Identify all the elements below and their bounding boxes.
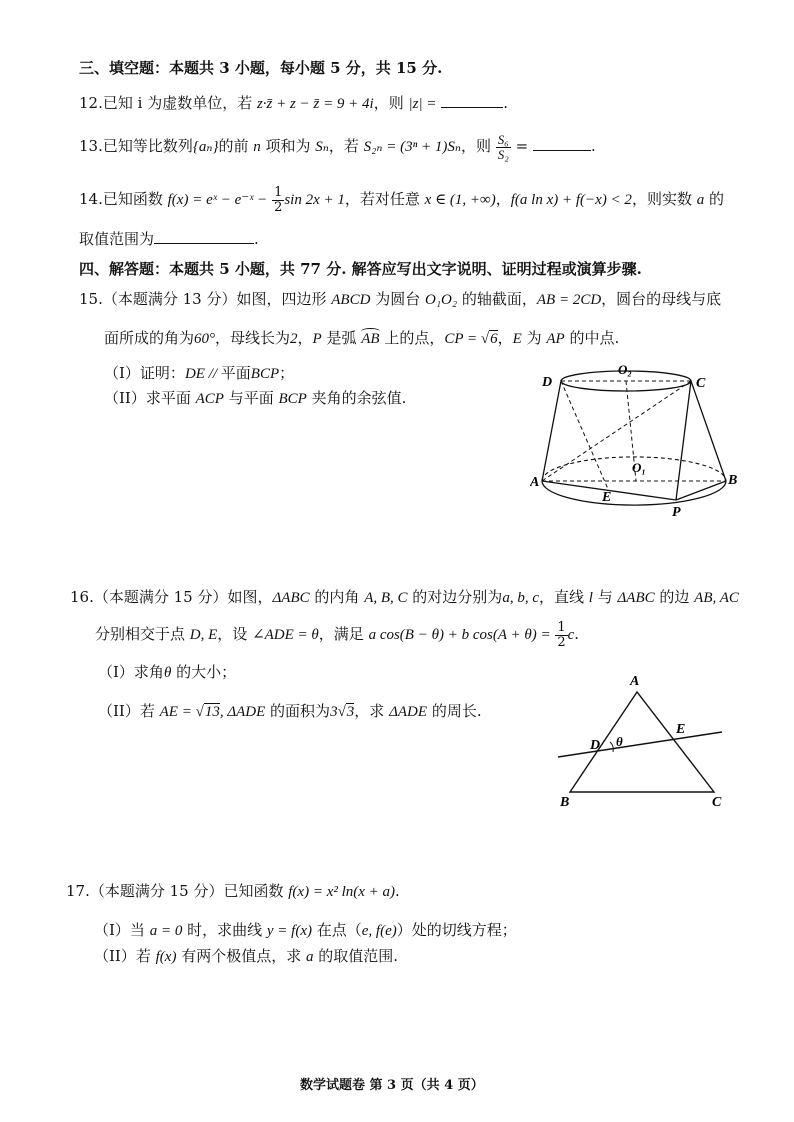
- q17-p1-end: ）处的切线方程；: [396, 921, 517, 939]
- q15-arc-text: AB: [361, 331, 380, 347]
- q15-text: 的中点.: [564, 329, 620, 347]
- q16-frac-den: 2: [557, 634, 566, 650]
- q17-expr: f(x) = x² ln(x + a): [288, 884, 396, 900]
- q14-ineq: f(a ln x) + f(−x) < 2: [510, 192, 632, 209]
- question-15-part-2: [104, 387, 406, 408]
- q15-text: ，圆台的母线与底: [601, 290, 722, 308]
- segment-ca: [542, 381, 691, 481]
- q17-head: （本题满分 15 分）: [89, 882, 224, 900]
- q16-frac-num: 1: [557, 620, 566, 635]
- q13-end: .: [590, 137, 596, 156]
- q14-end: .: [254, 230, 259, 248]
- label-d: D: [590, 738, 601, 753]
- q16-text: 的面积为: [265, 702, 331, 720]
- q15-ap: AP: [546, 331, 565, 347]
- q13-sn: Sₙ: [315, 139, 329, 156]
- q16-text: 如图，: [227, 588, 273, 606]
- q16-angles: A, B, C: [364, 590, 408, 606]
- q14-frac-den: 2: [274, 199, 283, 215]
- q14-number: 14.: [79, 190, 103, 209]
- question-17-part-1: [94, 919, 517, 940]
- q17-text: 时，求曲线: [182, 921, 267, 939]
- q15-p1-bcp: BCP: [250, 366, 280, 382]
- q12-expr: z·z̄ + z − z̄ = 9 + 4i: [256, 96, 374, 112]
- q13-expr: S₂ₙ = (3ⁿ + 1)Sₙ: [363, 139, 461, 156]
- triangle-figure: [550, 672, 740, 814]
- q15-p1-plane: 平面: [220, 364, 251, 382]
- q16-head: （本题满分 15 分）: [93, 588, 228, 606]
- q15-arc: [361, 331, 379, 347]
- segment-cp: [676, 381, 691, 500]
- question-14-line-2: [79, 228, 259, 249]
- q16-sqrt13-value: 13: [204, 704, 220, 720]
- q14-expr-a: f(x) = eˣ − e⁻ˣ −: [167, 192, 268, 209]
- q16-number: 16.: [70, 588, 94, 606]
- q17-text: 已知函数: [223, 882, 289, 900]
- q13-eq: =: [515, 137, 529, 156]
- q15-angle: 60°: [194, 331, 216, 347]
- q14-answer-blank[interactable]: [154, 242, 254, 244]
- generatrix-right: [691, 381, 726, 481]
- q16-ade-tri2: ΔADE: [389, 704, 428, 720]
- q15-ab-eq: AB = 2CD: [536, 292, 602, 308]
- q16-text: ，满足: [318, 625, 369, 644]
- q16-text: ，设: [217, 625, 253, 644]
- question-13: [79, 133, 596, 161]
- q13-text-b: 的前: [218, 137, 254, 156]
- q14-text-d: ，则实数: [631, 190, 697, 209]
- q16-sqrt13: √13: [195, 704, 220, 720]
- q13-frac-num: S₆: [497, 132, 509, 147]
- q16-de: D, E: [189, 627, 218, 644]
- q15-p2-acp: ACP: [195, 391, 224, 407]
- q15-text: 为: [521, 329, 547, 347]
- q16-text: ，直线: [538, 588, 589, 606]
- q16-fraction: [555, 621, 567, 649]
- q17-p1-label: （I）当: [94, 921, 150, 939]
- q16-ade-tri: ΔADE: [227, 704, 266, 720]
- q17-p2-label: （II）若: [94, 947, 156, 965]
- q15-text: 是弧: [321, 329, 362, 347]
- q16-p2-label: （II）若: [98, 702, 160, 720]
- q13-seq: {aₙ}: [192, 139, 219, 156]
- q16-p1-label: （I）求角: [98, 663, 164, 681]
- q13-n: n: [253, 139, 261, 156]
- q15-sqrt6-value: 6: [490, 331, 498, 347]
- q16-text: 的对边分别为: [407, 588, 503, 606]
- q16-theta: θ: [163, 665, 172, 681]
- question-14: [79, 186, 724, 214]
- page-footer: 数学试题卷 第 3 页（共 4 页）: [300, 1078, 484, 1093]
- q15-len: 2: [290, 331, 298, 347]
- q17-text: 在点（: [311, 921, 362, 939]
- q17-point: e, f(e): [361, 923, 397, 939]
- q17-text: 有两个极值点，求: [176, 947, 306, 965]
- q15-o1o2: O₁O₂: [424, 292, 458, 308]
- label-c: C: [712, 795, 722, 810]
- label-p: P: [672, 505, 681, 520]
- q15-abcd: ABCD: [331, 292, 371, 308]
- q16-text: 的内角: [309, 588, 365, 606]
- q17-curve: y = f(x): [266, 923, 312, 939]
- q15-text: ，母线长为: [215, 329, 291, 347]
- q13-answer-blank[interactable]: [533, 149, 591, 151]
- q13-number: 13.: [79, 137, 103, 156]
- q14-text-e: 的: [704, 190, 724, 209]
- label-o1: O₁: [632, 460, 646, 475]
- generatrix-left: [542, 381, 561, 481]
- q16-text: 与: [592, 588, 618, 606]
- q16-tri: ΔABC: [272, 590, 310, 606]
- q16-text: 的边: [654, 588, 695, 606]
- q14-text-c: ，: [495, 190, 511, 209]
- q15-p: P: [312, 331, 322, 347]
- q15-text: 如图，四边形: [236, 290, 332, 308]
- q13-text-c: 项和为: [260, 137, 316, 156]
- q16-p1-end: 的大小；: [171, 663, 237, 681]
- q17-fx: f(x): [155, 949, 177, 965]
- question-12: [79, 92, 508, 113]
- segment-de: [561, 381, 608, 489]
- q16-sqrt3: √3: [337, 704, 355, 720]
- q16-end: .: [574, 625, 580, 644]
- q16-sep: ,: [219, 704, 228, 720]
- q14-text-a: 已知函数: [102, 190, 168, 209]
- question-15-part-1: [104, 362, 294, 383]
- label-a: A: [630, 674, 640, 689]
- q17-p2-end: 的取值范围.: [313, 947, 399, 965]
- label-a: A: [530, 475, 540, 490]
- question-17-line-1: [66, 880, 400, 901]
- q15-p1-label: （I）证明：: [104, 364, 185, 382]
- q15-e: E: [512, 331, 522, 347]
- q16-l: l: [588, 590, 593, 606]
- question-15-line-2: [104, 327, 619, 348]
- q16-tri2: ΔABC: [617, 590, 655, 606]
- angle-theta-arc: [610, 742, 613, 752]
- q12-number: 12.: [79, 94, 103, 112]
- q16-text: 分别相交于点: [95, 625, 190, 644]
- q15-text: ，: [297, 329, 313, 347]
- q16-ae: AE =: [159, 704, 196, 720]
- q16-area: 3: [330, 704, 338, 720]
- question-17-part-2: [94, 945, 398, 966]
- q12-text-b: ，则: [373, 94, 409, 112]
- q15-text: 上的点，: [379, 329, 445, 347]
- q15-text: 的轴截面，: [457, 290, 537, 308]
- q14-line2: 取值范围为: [79, 230, 155, 248]
- q15-head: （本题满分 13 分）: [102, 290, 237, 308]
- q15-cp: CP =: [444, 331, 481, 347]
- q16-sqrt3-value: 3: [346, 704, 355, 720]
- q14-fraction: [272, 186, 284, 214]
- question-16-part-1: [98, 661, 236, 682]
- q15-p2-end: 夹角的余弦值.: [306, 389, 407, 407]
- q13-text-d: ，若: [328, 137, 364, 156]
- q16-text: ，求: [354, 702, 390, 720]
- q15-text: ，: [497, 329, 513, 347]
- line-l: [558, 732, 722, 757]
- q17-end: .: [395, 882, 400, 900]
- q14-cond: x ∈ (1, +∞): [424, 192, 496, 209]
- label-theta: θ: [616, 734, 623, 749]
- frustum-figure: [530, 360, 750, 525]
- section-3-title: 三、填空题：本题共 3 小题，每小题 5 分，共 15 分.: [79, 59, 443, 77]
- question-16-line-1: [70, 586, 739, 607]
- q17-number: 17.: [66, 882, 90, 900]
- q13-text-e: ，则: [461, 137, 492, 156]
- q15-sqrt6: √6: [480, 331, 498, 347]
- label-b: B: [560, 795, 570, 810]
- q16-ade: ∠ADE = θ: [252, 627, 319, 644]
- q14-expr-b: sin 2x + 1: [284, 192, 345, 209]
- q16-p2-end: 的周长.: [427, 702, 482, 720]
- q16-cond: a cos(B − θ) + b cos(A + θ) =: [368, 627, 551, 644]
- q15-p2-label: （II）求平面: [104, 389, 196, 407]
- q14-frac-num: 1: [274, 185, 283, 200]
- q16-sides: a, b, c: [502, 590, 539, 606]
- q12-answer-blank[interactable]: [441, 106, 503, 108]
- section-4-title: 四、解答题：本题共 5 小题，共 77 分. 解答应写出文字说明、证明过程或演算步骤.: [79, 260, 642, 278]
- q16-c: c: [567, 627, 575, 644]
- q17-a0: a = 0: [149, 923, 183, 939]
- q15-number: 15.: [79, 290, 103, 308]
- question-15-line-1: [79, 288, 721, 309]
- label-c: C: [696, 376, 706, 391]
- label-d: D: [542, 375, 553, 390]
- question-16-part-2: [98, 700, 482, 721]
- q12-end: .: [503, 94, 509, 112]
- q17-a: a: [306, 949, 314, 965]
- q12-text-a: 已知 i 为虚数单位，若: [102, 94, 257, 112]
- question-16-line-2: [95, 621, 579, 649]
- label-o2: O₂: [618, 362, 632, 377]
- q15-text: 为圆台: [370, 290, 425, 308]
- label-e: E: [602, 490, 612, 505]
- q15-text: 面所成的角为: [104, 329, 195, 347]
- q13-frac-den: S₂: [497, 146, 509, 162]
- q15-p1-expr: DE //: [184, 366, 221, 382]
- arc-mark: [361, 328, 379, 335]
- label-e: E: [676, 722, 686, 737]
- q12-abs: |z| =: [408, 96, 437, 112]
- q13-fraction: [496, 133, 511, 161]
- q15-p2-bcp: BCP: [278, 391, 307, 407]
- q16-edges: AB, AC: [694, 590, 739, 606]
- q13-text-a: 已知等比数列: [102, 137, 193, 156]
- label-b: B: [728, 473, 738, 488]
- q15-p2-text: 与平面: [223, 389, 279, 407]
- q14-text-b: ，若对任意: [344, 190, 425, 209]
- q14-a: a: [696, 192, 705, 209]
- q15-p1-end: ；: [279, 364, 295, 382]
